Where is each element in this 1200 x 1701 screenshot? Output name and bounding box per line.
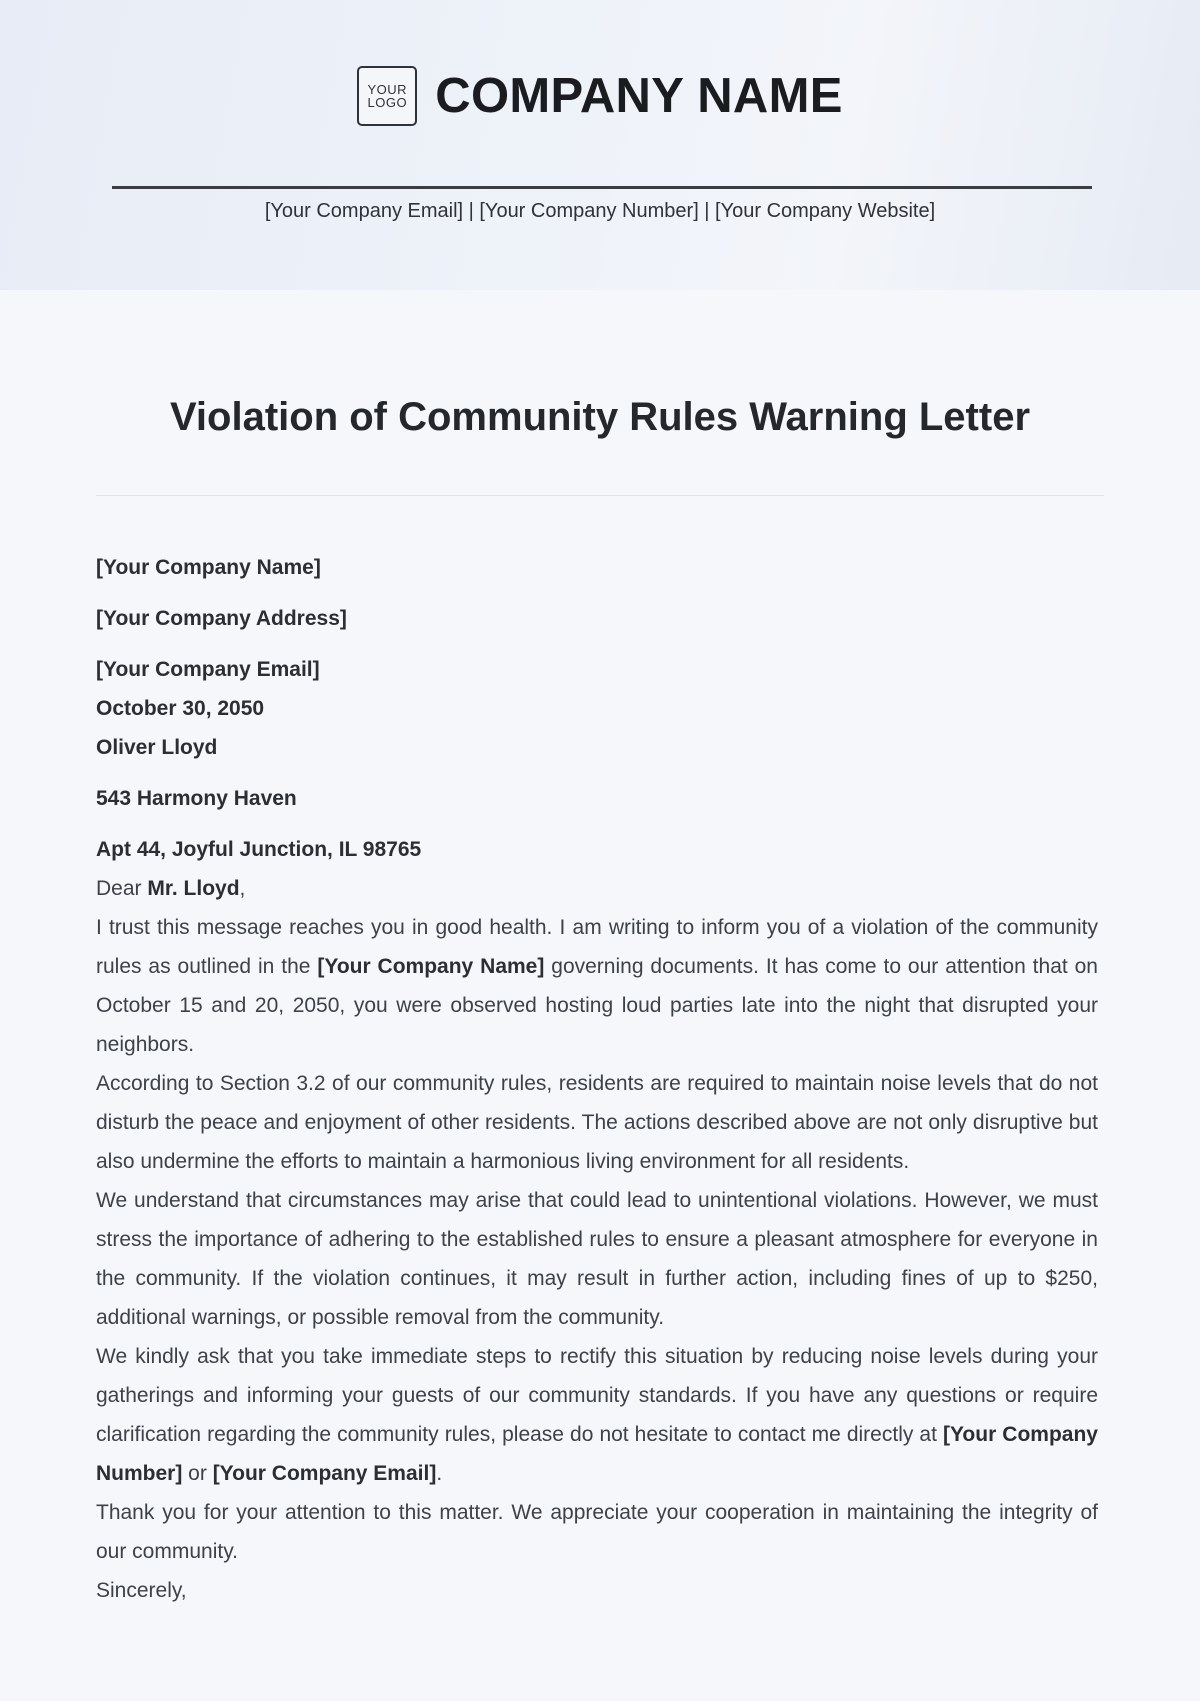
logo-placeholder [357,66,417,126]
paragraph-2: According to Section 3.2 of our community rules, residents are required to maintain noise levels that do not disturb the peace and enjoyment of other residents. The actions described above are not only disruptive but also undermine the efforts to maintain a harmonious living environment for all residents. [96,1072,1098,1173]
title-divider [96,495,1104,496]
closing: Sincerely, [96,1579,187,1602]
company-name: COMPANY NAME [435,69,843,123]
salutation [96,869,1098,908]
paragraph-4-text-b: or [182,1462,213,1485]
logo-text-line2: LOGO [367,95,408,110]
paragraph-1 [96,908,1098,1064]
paragraph-1-text-b: governing documents. It has come to our attention that on October 15 and 20, 2050, you were observed hosting loud parties late into the night that disrupted your neighbors. [96,955,1098,1056]
paragraph-4-text-c: . [436,1462,443,1485]
letter-body [96,548,1098,1610]
recipient-name: Oliver Lloyd [96,736,218,759]
paragraph-1-text-a: I trust this message reaches you in good health. I am writing to inform you of a violation of the community rules as outlined in the [96,916,1098,978]
logo-text-line1: YOUR [367,82,408,97]
brand [0,66,1200,126]
recipient-city: Apt 44, Joyful Junction, IL 98765 [96,838,422,861]
sender-address: [Your Company Address] [96,607,347,630]
paragraph-4 [96,1337,1098,1493]
company-contact-line: [Your Company Email] | [Your Company Number] | [Your Company Website] [264,200,936,222]
sender-email: [Your Company Email] [96,658,320,681]
header-divider [112,186,1092,189]
paragraph-4-company-email: [Your Company Email] [212,1462,437,1485]
paragraph-3: We understand that circumstances may arise that could lead to unintentional violations. However, we must stress the importance of adhering to the established rules to ensure a pleasant atmosphere for everyone in the community. If the violation continues, it may result in further action, including fines of up to $250, additional warnings, or possible removal from the community. [96,1189,1098,1329]
salutation-prefix: Dear [96,877,148,900]
letter-date: October 30, 2050 [96,697,265,720]
recipient-street: 543 Harmony Haven [96,787,297,810]
paragraph-4-company-number: [Your Company Number] [96,1423,1098,1485]
paragraph-5: Thank you for your attention to this matter. We appreciate your cooperation in maintaining the integrity of our community. [96,1501,1098,1563]
paragraph-1-company-name: [Your Company Name] [317,955,545,978]
letterhead [0,0,1200,290]
salutation-suffix: , [239,877,246,900]
paragraph-4-text-a: We kindly ask that you take immediate steps to rectify this situation by reducing noise levels during your gatherings and informing your guests of our community standards. If you have any questions or require clarification regarding the community rules, please do not hesitate to contact me directly at [96,1345,1098,1446]
salutation-name: Mr. Lloyd [147,877,240,900]
document-title: Violation of Community Rules Warning Letter [169,395,1031,439]
sender-name: [Your Company Name] [96,556,321,579]
